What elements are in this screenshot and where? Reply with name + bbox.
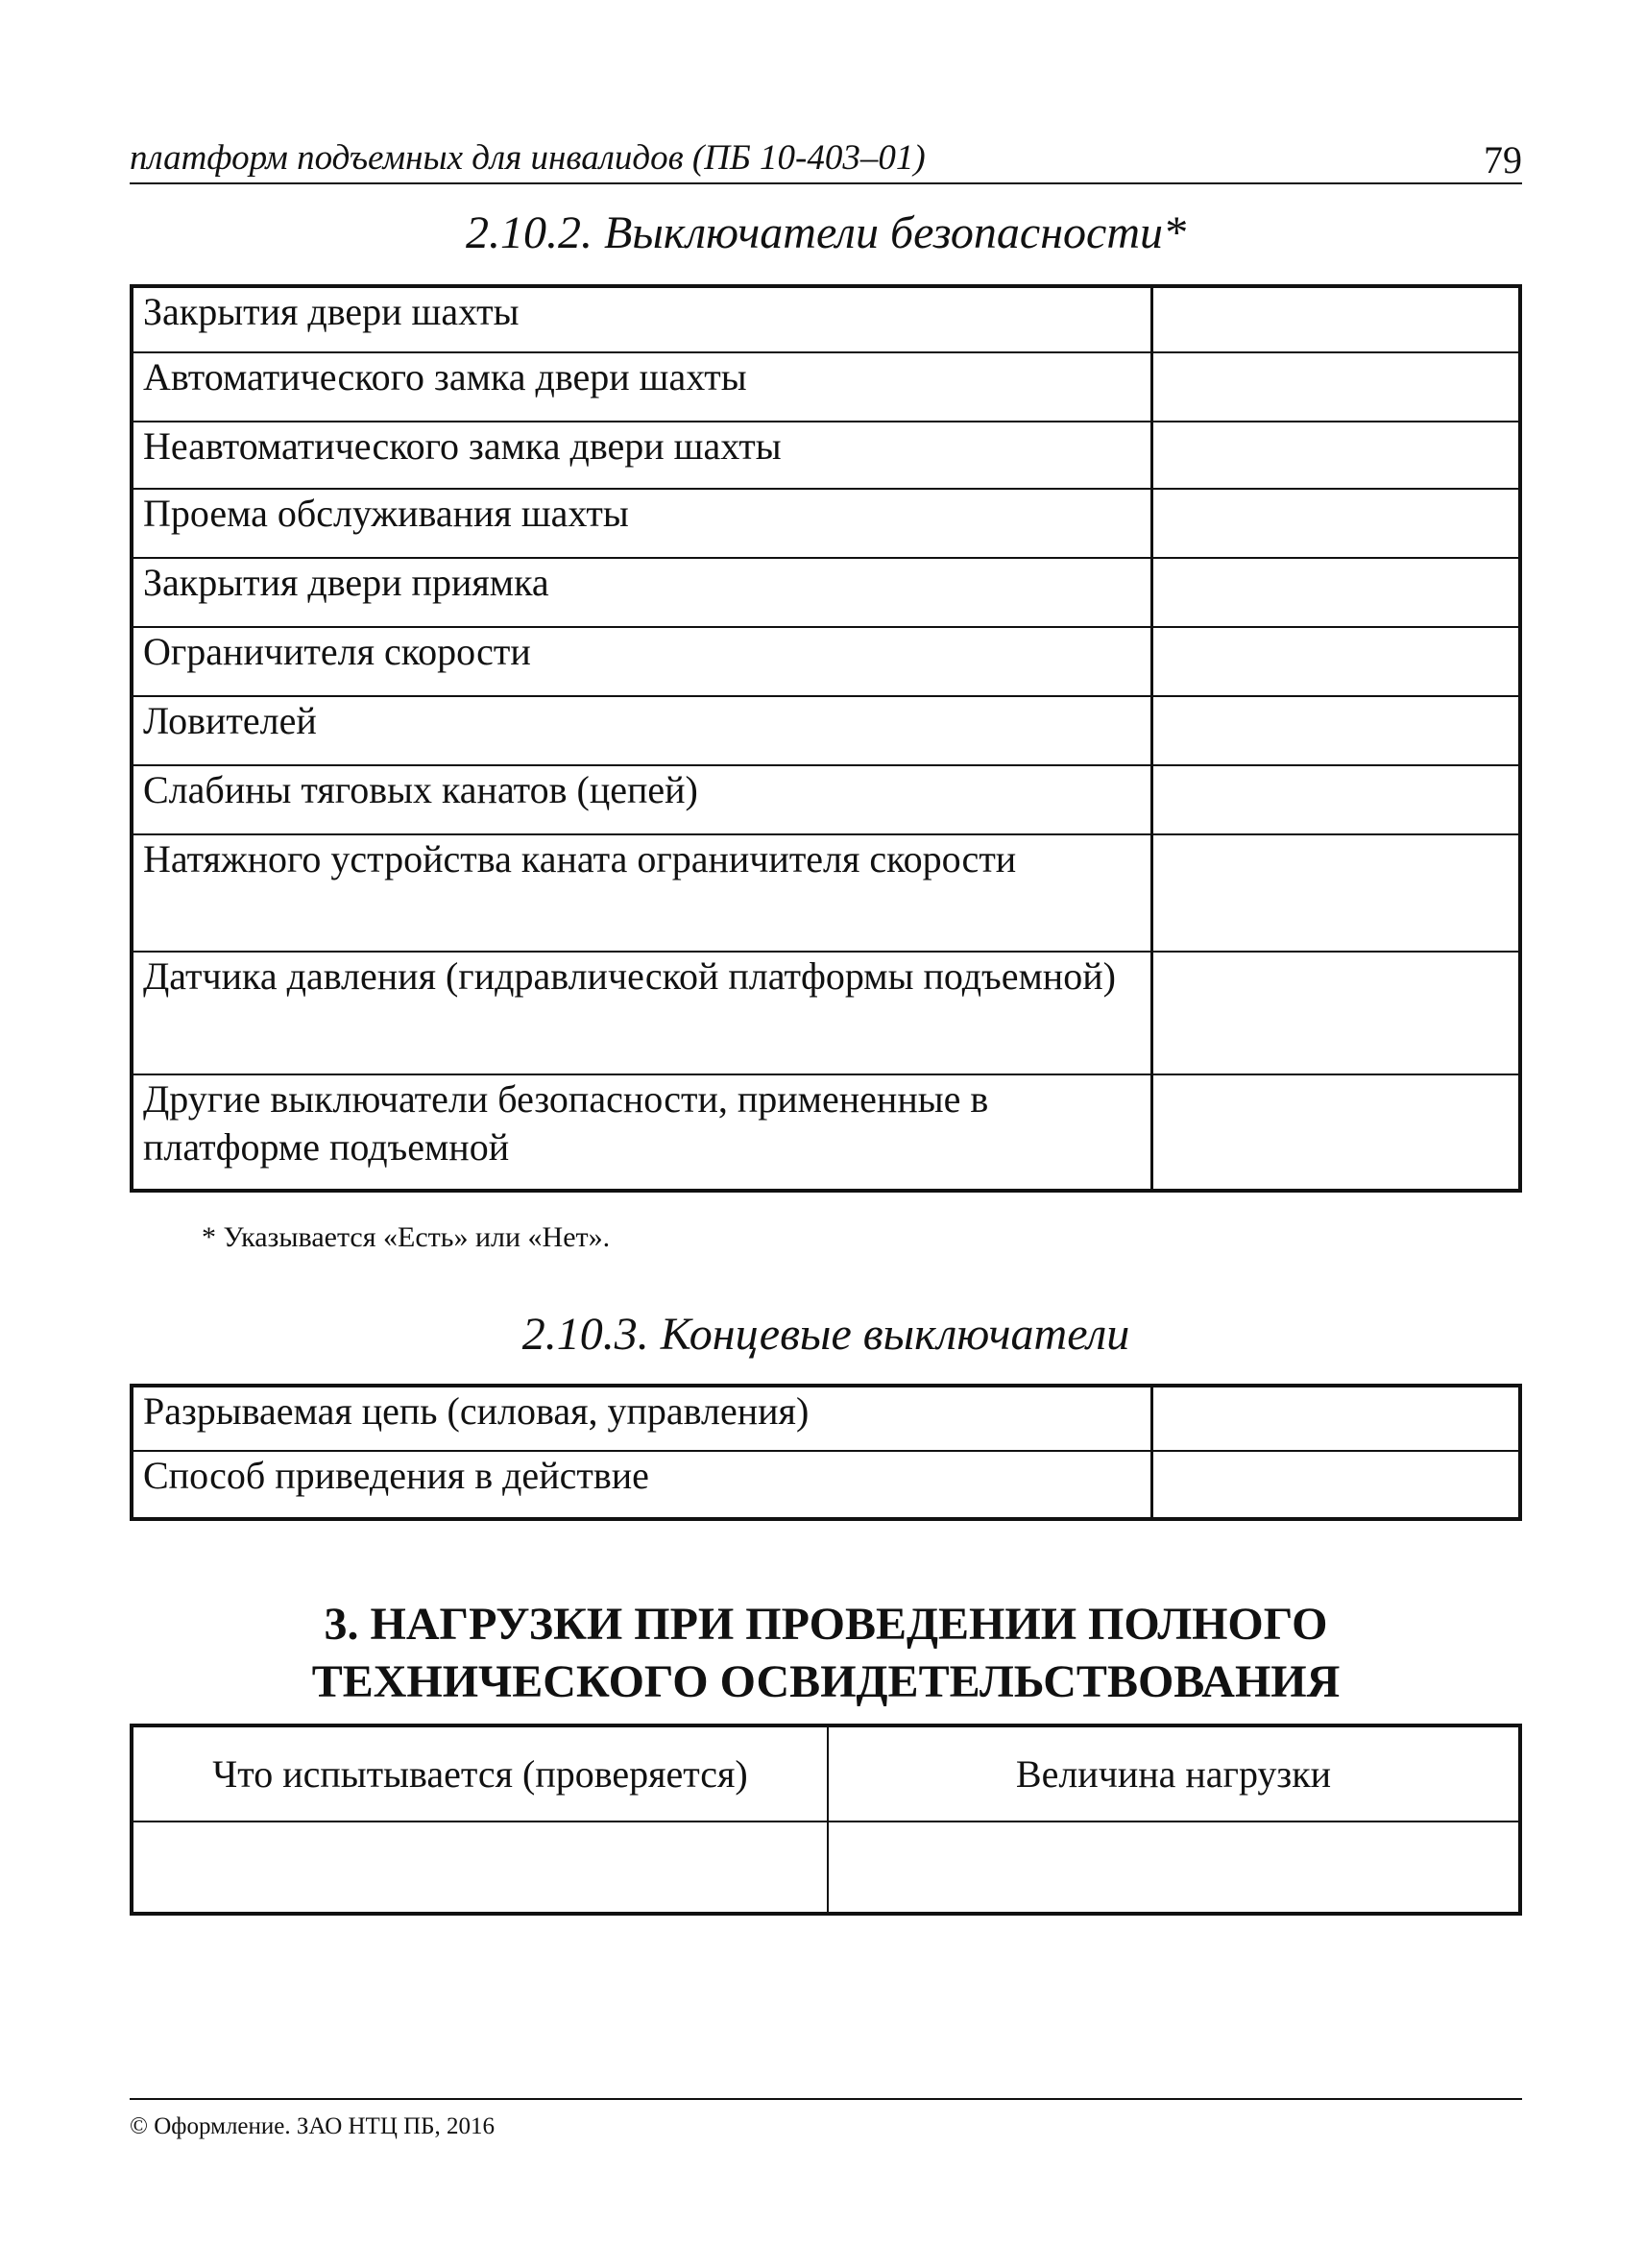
table-cell: Неавтоматического замка двери шахты (132, 422, 1152, 489)
running-title: платформ подъемных для инвалидов (ПБ 10-403–01) (130, 138, 926, 178)
table-cell: Автоматического замка двери шахты (132, 352, 1152, 422)
section-heading (130, 1596, 1522, 1711)
value-cell[interactable] (1152, 765, 1521, 834)
table-cell: Ограничителя скорости (132, 627, 1152, 696)
running-header (130, 133, 1522, 184)
value-cell[interactable] (1152, 1074, 1521, 1191)
subsection-title-2-10-2: 2.10.2. Выключатели безопасности* (466, 207, 1186, 258)
section-heading-line-1: 3. НАГРУЗКИ ПРИ ПРОВЕДЕНИИ ПОЛНОГО (324, 1599, 1328, 1650)
value-cell[interactable] (1152, 352, 1521, 422)
table-row (132, 286, 1520, 352)
table-cell: Закрытия двери приямка (132, 558, 1152, 627)
column-header-tested: Что испытывается (проверяется) (132, 1725, 828, 1822)
footer-copyright: © Оформление. ЗАО НТЦ ПБ, 2016 (130, 2113, 496, 2139)
page-number: 79 (1484, 138, 1522, 181)
value-cell[interactable] (1152, 627, 1521, 696)
value-cell[interactable] (1152, 489, 1521, 558)
table-row (132, 489, 1520, 558)
value-cell[interactable] (1152, 952, 1521, 1074)
value-cell[interactable] (1152, 558, 1521, 627)
limit-switches-table (130, 1384, 1522, 1521)
loads-table (130, 1724, 1522, 1916)
table-row (132, 765, 1520, 834)
table-cell[interactable] (132, 1822, 828, 1914)
table-row (132, 1074, 1520, 1191)
value-cell[interactable] (1152, 286, 1521, 352)
subsection-title-2-10-3: 2.10.3. Концевые выключатели (521, 1309, 1130, 1360)
value-cell[interactable] (1152, 1386, 1521, 1451)
section-heading-line-2: ТЕХНИЧЕСКОГО ОСВИДЕТЕЛЬСТВОВАНИЯ (311, 1656, 1341, 1707)
table-row (132, 1386, 1520, 1451)
table-cell: Слабины тяговых канатов (цепей) (132, 765, 1152, 834)
table-cell: Датчика давления (гидравлической платформы подъемной) (132, 952, 1152, 1074)
page-footer (130, 2098, 1522, 2140)
table-cell: Способ приведения в действие (132, 1451, 1152, 1519)
table-cell: Закрытия двери шахты (132, 286, 1152, 352)
safety-switches-table (130, 284, 1522, 1193)
table-row (132, 422, 1520, 489)
table-cell: Ловителей (132, 696, 1152, 765)
table-cell: Натяжного устройства каната ограничителя скорости (132, 834, 1152, 952)
table-cell: Проема обслуживания шахты (132, 489, 1152, 558)
table-row (132, 696, 1520, 765)
footnote: * Указывается «Есть» или «Нет». (202, 1221, 611, 1253)
table-cell: Другие выключатели безопасности, примененные в платформе подъемной (132, 1074, 1152, 1191)
table-row (132, 1451, 1520, 1519)
value-cell[interactable] (1152, 834, 1521, 952)
table-row (132, 627, 1520, 696)
table-cell: Разрываемая цепь (силовая, управления) (132, 1386, 1152, 1451)
table-row (132, 352, 1520, 422)
table-row (132, 952, 1520, 1074)
value-cell[interactable] (1152, 1451, 1521, 1519)
table-row (132, 834, 1520, 952)
value-cell[interactable] (1152, 422, 1521, 489)
column-header-load: Величина нагрузки (828, 1725, 1520, 1822)
table-row (132, 1822, 1520, 1914)
table-row (132, 558, 1520, 627)
table-cell[interactable] (828, 1822, 1520, 1914)
table-header-row (132, 1725, 1520, 1822)
value-cell[interactable] (1152, 696, 1521, 765)
